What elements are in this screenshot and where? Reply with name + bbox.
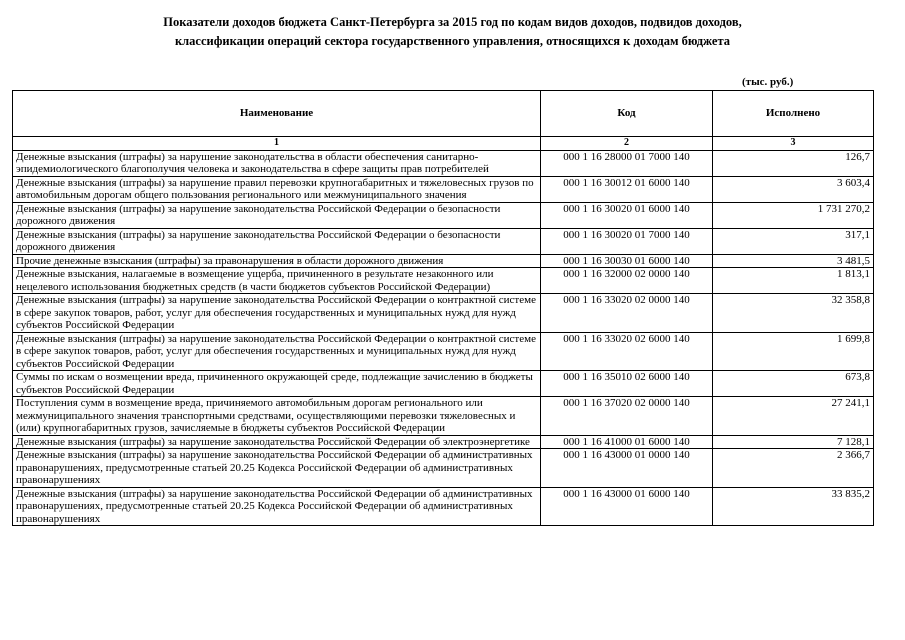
row-code: 000 1 16 35010 02 6000 140 [541, 371, 713, 397]
row-value: 7 128,1 [713, 435, 874, 449]
table-row [13, 332, 874, 371]
table-row [13, 254, 874, 268]
row-name: Суммы по искам о возмещении вреда, причиненного окружающей среде, подлежащие зачислению в бюджеты субъектов Российской Федерации [13, 371, 541, 397]
row-code: 000 1 16 43000 01 6000 140 [541, 487, 713, 526]
row-value: 126,7 [713, 150, 874, 176]
row-code: 000 1 16 43000 01 0000 140 [541, 449, 713, 488]
row-code: 000 1 16 30030 01 6000 140 [541, 254, 713, 268]
table-row [13, 294, 874, 333]
row-name: Денежные взыскания (штрафы) за нарушение законодательства Российской Федерации о контрактной системе в сфере закупок товаров, работ, услуг для обеспечения государственных и муниципальных нужд для нужд субъектов Российской Федерации [13, 332, 541, 371]
row-value: 673,8 [713, 371, 874, 397]
title-line-2: классификации операций сектора государственного управления, относящихся к доходам бюджета [174, 34, 731, 48]
table-header-row [13, 91, 874, 137]
table-row [13, 150, 874, 176]
header-value: Исполнено [713, 91, 874, 137]
row-code: 000 1 16 33020 02 6000 140 [541, 332, 713, 371]
revenue-table [12, 90, 874, 526]
row-name: Денежные взыскания (штрафы) за нарушение правил перевозки крупногабаритных и тяжеловесных грузов по автомобильным дорогам общего пользования регионального или межмуниципального значения [13, 176, 541, 202]
table-row [13, 202, 874, 228]
table-row [13, 268, 874, 294]
header-name: Наименование [13, 91, 541, 137]
row-code: 000 1 16 41000 01 6000 140 [541, 435, 713, 449]
table-body [13, 150, 874, 526]
row-value: 27 241,1 [713, 397, 874, 436]
column-number-row [13, 137, 874, 151]
row-value: 1 813,1 [713, 268, 874, 294]
units-label: (тыс. руб.) [742, 76, 794, 88]
row-code: 000 1 16 33020 02 0000 140 [541, 294, 713, 333]
row-name: Поступления сумм в возмещение вреда, причиняемого автомобильным дорогам регионального или межмуниципального значения транспортными средствами, осуществляющими перевозки тяжеловесных и (или) крупногабаритных грузов, зачисляемые в бюджеты субъектов Российской Федерации [13, 397, 541, 436]
column-number-3: 3 [713, 137, 874, 151]
row-code: 000 1 16 37020 02 0000 140 [541, 397, 713, 436]
row-value: 3 481,5 [713, 254, 874, 268]
table-row [13, 371, 874, 397]
row-value: 33 835,2 [713, 487, 874, 526]
column-number-2: 2 [541, 137, 713, 151]
row-code: 000 1 16 30020 01 6000 140 [541, 202, 713, 228]
row-name: Денежные взыскания (штрафы) за нарушение законодательства Российской Федерации о безопасности дорожного движения [13, 228, 541, 254]
row-name: Денежные взыскания (штрафы) за нарушение законодательства Российской Федерации о контрактной системе в сфере закупок товаров, работ, услуг для обеспечения государственных и муниципальных нужд для нужд субъектов Российской Федерации [13, 294, 541, 333]
row-value: 317,1 [713, 228, 874, 254]
row-value: 2 366,7 [713, 449, 874, 488]
column-number-1: 1 [13, 137, 541, 151]
row-code: 000 1 16 30012 01 6000 140 [541, 176, 713, 202]
table-row [13, 397, 874, 436]
row-name: Прочие денежные взыскания (штрафы) за правонарушения в области дорожного движения [13, 254, 541, 268]
row-value: 3 603,4 [713, 176, 874, 202]
title-line-1: Показатели доходов бюджета Санкт-Петербурга за 2015 год по кодам видов доходов, подвидов доходов, [163, 15, 742, 29]
row-name: Денежные взыскания, налагаемые в возмещение ущерба, причиненного в результате незаконного или нецелевого использования бюджетных средств (в части бюджетов субъектов Российской Федерации) [13, 268, 541, 294]
table-row [13, 435, 874, 449]
row-name: Денежные взыскания (штрафы) за нарушение законодательства Российской Федерации об административных правонарушениях, предусмотренные статьей 20.25 Кодекса Российской Федерации об административных правонарушениях [13, 487, 541, 526]
table-row [13, 228, 874, 254]
header-code: Код [541, 91, 713, 137]
row-name: Денежные взыскания (штрафы) за нарушение законодательства Российской Федерации об электроэнергетике [13, 435, 541, 449]
row-code: 000 1 16 28000 01 7000 140 [541, 150, 713, 176]
row-name: Денежные взыскания (штрафы) за нарушение законодательства Российской Федерации об административных правонарушениях, предусмотренные статьей 20.25 Кодекса Российской Федерации об административных правонарушениях [13, 449, 541, 488]
table-row [13, 449, 874, 488]
row-name: Денежные взыскания (штрафы) за нарушение законодательства Российской Федерации о безопасности дорожного движения [13, 202, 541, 228]
table-row [13, 487, 874, 526]
document-title [40, 13, 865, 51]
row-value: 32 358,8 [713, 294, 874, 333]
row-value: 1 699,8 [713, 332, 874, 371]
table-row [13, 176, 874, 202]
row-value: 1 731 270,2 [713, 202, 874, 228]
row-code: 000 1 16 32000 02 0000 140 [541, 268, 713, 294]
row-code: 000 1 16 30020 01 7000 140 [541, 228, 713, 254]
row-name: Денежные взыскания (штрафы) за нарушение законодательства в области обеспечения санитарно-эпидемиологического благополучия человека и законодательства в сфере защиты прав потребителей [13, 150, 541, 176]
